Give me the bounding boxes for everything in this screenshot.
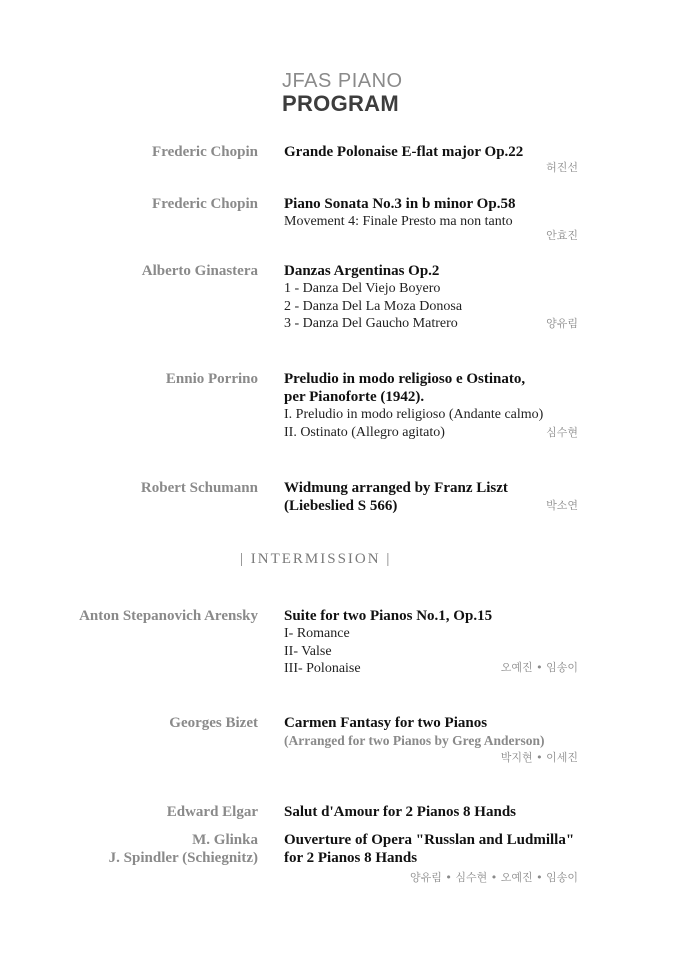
work-title: for 2 Pianos 8 Hands: [284, 850, 418, 866]
work-movement: II- Valse: [284, 643, 332, 659]
composer-name: Ennio Porrino: [165, 371, 258, 387]
work-title: per Pianoforte (1942).: [284, 389, 425, 405]
performer-name: 박소연: [546, 499, 578, 512]
work-movement: 3 - Danza Del Gaucho Matrero: [284, 316, 458, 331]
work-title: (Liebeslied S 566): [284, 498, 398, 514]
work-subtitle: (Arranged for two Pianos by Greg Anderson): [284, 733, 545, 748]
program-title-line2: PROGRAM: [282, 91, 399, 116]
performer-name: 심수현: [546, 426, 578, 439]
performer-name: 박지현 • 이세진: [500, 751, 578, 764]
composer-name: Edward Elgar: [166, 804, 258, 820]
program-title-line1: JFAS PIANO: [282, 70, 403, 92]
composer-name: Georges Bizet: [169, 715, 258, 731]
composer-name: Robert Schumann: [140, 480, 258, 496]
composer-name: [109, 831, 258, 867]
composer-name: Frederic Chopin: [152, 196, 258, 212]
work-title: Ouverture of Opera "Russlan and Ludmilla": [284, 832, 575, 848]
composer-name: Frederic Chopin: [152, 144, 258, 160]
composer-line: M. Glinka: [192, 832, 258, 848]
work-block: [284, 195, 604, 231]
work-title: Widmung arranged by Franz Liszt: [284, 480, 508, 496]
performer-name: 허진선: [546, 161, 578, 174]
performer-name: 양유림 • 심수현 • 오예진 • 임송이: [410, 871, 578, 884]
work-title: Preludio in modo religioso e Ostinato,: [284, 371, 526, 387]
work-title: Danzas Argentinas Op.2: [284, 263, 440, 279]
work-title: Grande Polonaise E-flat major Op.22: [284, 144, 524, 160]
work-title: Suite for two Pianos No.1, Op.15: [284, 608, 493, 624]
work-movement: 2 - Danza Del La Moza Donosa: [284, 298, 463, 314]
work-block: [284, 831, 604, 867]
work-title: Salut d'Amour for 2 Pianos 8 Hands: [284, 804, 516, 820]
work-title: Piano Sonata No.3 in b minor Op.58: [284, 196, 516, 212]
work-movement: 1 - Danza Del Viejo Boyero: [284, 281, 441, 296]
composer-name: Alberto Ginastera: [141, 263, 258, 279]
performer-name: 안효진: [546, 229, 578, 242]
work-movement: Movement 4: Finale Presto ma non tanto: [284, 214, 513, 229]
performer-name: 양유림: [546, 317, 578, 330]
work-movement: I- Romance: [284, 626, 350, 641]
work-movement: III- Polonaise: [284, 661, 361, 676]
intermission-label: | INTERMISSION |: [240, 551, 392, 567]
work-movement: I. Preludio in modo religioso (Andante calmo): [284, 407, 544, 422]
composer-line: J. Spindler (Schiegnitz): [108, 850, 258, 866]
work-title: Carmen Fantasy for two Pianos: [284, 715, 488, 731]
work-block: [284, 143, 604, 161]
composer-name: Anton Stepanovich Arensky: [79, 608, 258, 624]
work-block: [284, 714, 604, 749]
work-block: [284, 803, 604, 821]
work-movement: II. Ostinato (Allegro agitato): [284, 424, 445, 440]
performer-name: 오예진 • 임송이: [500, 661, 578, 674]
